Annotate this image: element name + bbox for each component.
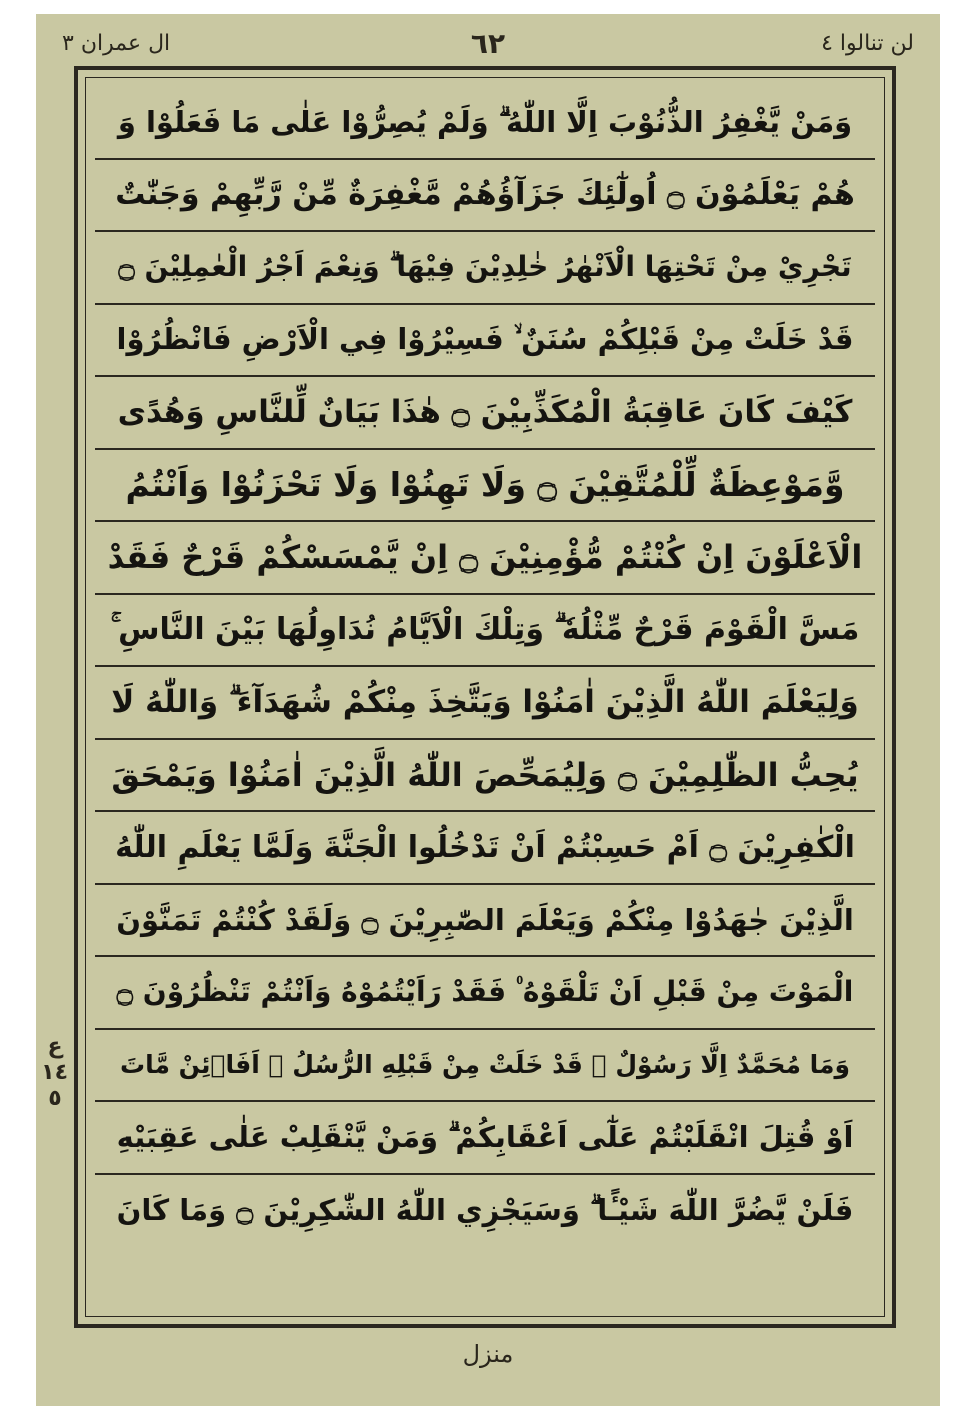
verse-line: قَدْ خَلَتْ مِنْ قَبْلِكُمْ سُنَنٌ ۙ فَسِيْرُوْا فِي الْاَرْضِ فَانْظُرُوْا [95,305,875,378]
ruku-marker-bottom: ٥ [48,1086,62,1111]
verse-lines [95,87,875,1307]
verse-line: الْاَعْلَوْنَ اِنْ كُنْتُمْ مُّؤْمِنِيْنَ ۝ اِنْ يَّمْسَسْكُمْ قَرْحٌ فَقَدْ [95,522,875,595]
text-frame-inner [85,77,885,1317]
verse-line: اَوْ قُتِلَ انْقَلَبْتُمْ عَلٰٓى اَعْقَابِكُمْ ۗ وَمَنْ يَّنْقَلِبْ عَلٰى عَقِبَيْهِ [95,1102,875,1175]
verse-line: وَلِيَعْلَمَ اللّٰهُ الَّذِيْنَ اٰمَنُوْا وَيَتَّخِذَ مِنْكُمْ شُهَدَآءَ ۗ وَاللّٰهُ لَا [95,667,875,740]
surah-label: ال عمران ٣ [62,31,171,56]
page-number: ٦٢ [470,27,506,60]
mushaf-page [36,14,940,1406]
juz-label: لن تنالوا ٤ [821,31,914,56]
ruku-marker-top: ع [47,1034,63,1059]
ruku-marker-middle: ١٤ [41,1060,68,1085]
text-frame [74,66,896,1328]
verse-line: وَمَنْ يَّغْفِرُ الذُّنُوْبَ اِلَّا اللّٰهُ ۗ وَلَمْ يُصِرُّوْا عَلٰى مَا فَعَلُوْا وَ [95,87,875,160]
verse-line: الْكٰفِرِيْنَ ۝ اَمْ حَسِبْتُمْ اَنْ تَدْخُلُوا الْجَنَّةَ وَلَمَّا يَعْلَمِ اللّٰهُ [95,812,875,885]
ruku-marker [42,1034,68,1112]
verse-line: تَجْرِيْ مِنْ تَحْتِهَا الْاَنْهٰرُ خٰلِدِيْنَ فِيْهَا ۗ وَنِعْمَ اَجْرُ الْعٰمِلِيْنَ ۝ [95,232,875,305]
verse-line: هُمْ يَعْلَمُوْنَ ۝ اُولٰٓئِكَ جَزَآؤُهُمْ مَّغْفِرَةٌ مِّنْ رَّبِّهِمْ وَجَنّٰتٌ [95,160,875,233]
verse-line: وَمَا مُحَمَّدٌ اِلَّا رَسُوْلٌ ۚ قَدْ خَلَتْ مِنْ قَبْلِهِ الرُّسُلُ ۗ اَفَا۟ئِنْ مَّاتَ [95,1030,875,1103]
verse-line: وَّمَوْعِظَةٌ لِّلْمُتَّقِيْنَ ۝ وَلَا تَهِنُوْا وَلَا تَحْزَنُوْا وَاَنْتُمُ [95,450,875,523]
verse-line: يُحِبُّ الظّٰلِمِيْنَ ۝ وَلِيُمَحِّصَ اللّٰهُ الَّذِيْنَ اٰمَنُوْا وَيَمْحَقَ [95,740,875,813]
verse-line: فَلَنْ يَّضُرَّ اللّٰهَ شَيْـًٔا ۗ وَسَيَجْزِي اللّٰهُ الشّٰكِرِيْنَ ۝ وَمَا كَانَ [116,1193,854,1228]
verse-line: الْمَوْتَ مِنْ قَبْلِ اَنْ تَلْقَوْهُ ۠ فَقَدْ رَاَيْتُمُوْهُ وَاَنْتُمْ تَنْظُرُوْنَ ۝ [95,957,875,1030]
verse-line: الَّذِيْنَ جٰهَدُوْا مِنْكُمْ وَيَعْلَمَ الصّٰبِرِيْنَ ۝ وَلَقَدْ كُنْتُمْ تَمَنَّوْنَ [95,885,875,958]
verse-line: كَيْفَ كَانَ عَاقِبَةُ الْمُكَذِّبِيْنَ ۝ هٰذَا بَيَانٌ لِّلنَّاسِ وَهُدًى [95,377,875,450]
verse-line: مَسَّ الْقَوْمَ قَرْحٌ مِّثْلُهٗ ۗ وَتِلْكَ الْاَيَّامُ نُدَاوِلُهَا بَيْنَ النَّاسِ ۚ [95,595,875,668]
manzil-footer: منزل [462,1340,514,1368]
